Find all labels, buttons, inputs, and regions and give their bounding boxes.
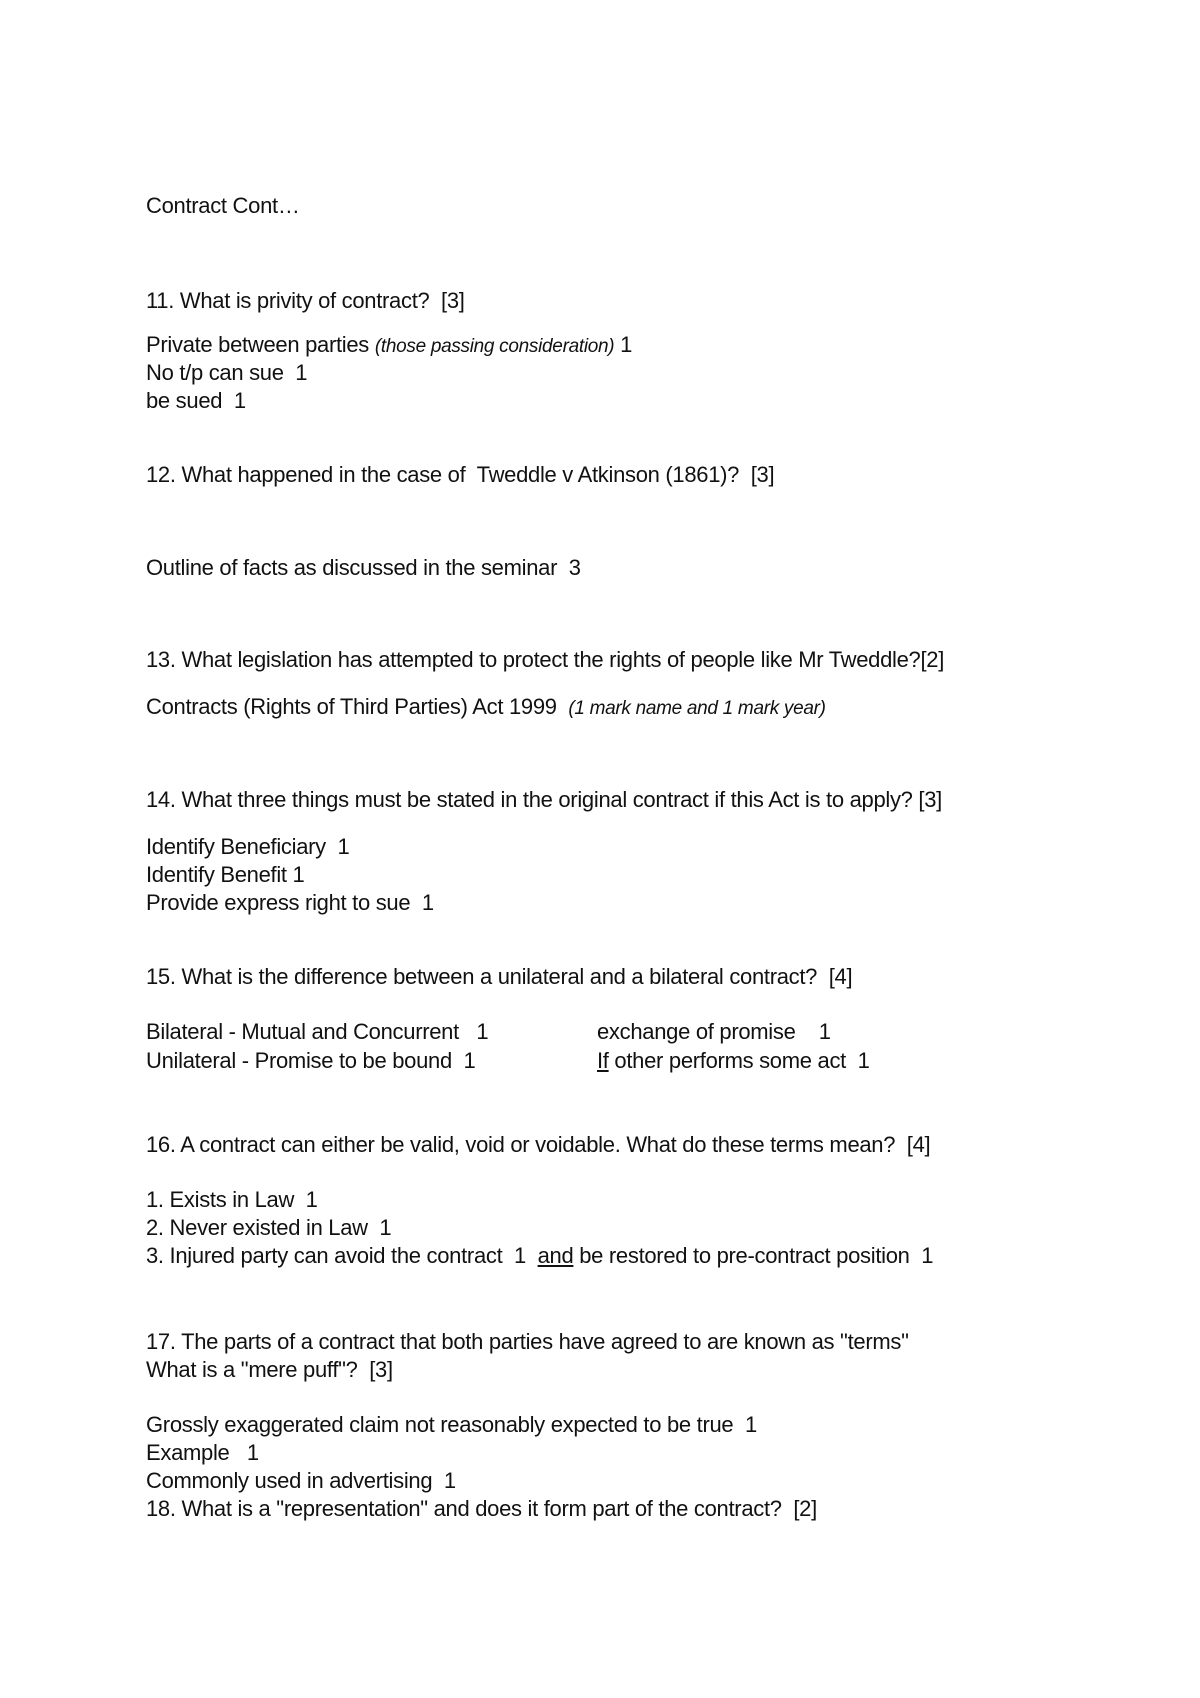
- answer-14-line-3: Provide express right to sue 1: [146, 890, 434, 915]
- answer-17-line-3: Commonly used in advertising 1: [146, 1468, 456, 1493]
- question-18: 18. What is a "representation" and does it form part of the contract? [2]: [146, 1496, 817, 1521]
- document-title: Contract Cont…: [146, 193, 300, 218]
- answer-13-text: Contracts (Rights of Third Parties) Act 1999: [146, 694, 569, 719]
- answer-15-unilateral-if: If: [597, 1048, 609, 1073]
- answer-11-line-1-text: Private between parties: [146, 332, 375, 357]
- answer-11-line-3: be sued 1: [146, 388, 246, 413]
- answer-11-line-1: [146, 331, 632, 361]
- question-15: 15. What is the difference between a unilateral and a bilateral contract? [4]: [146, 964, 853, 989]
- answer-16-line-2: 2. Never existed in Law 1: [146, 1215, 392, 1240]
- question-11: 11. What is privity of contract? [3]: [146, 288, 465, 313]
- answer-17-line-1: Grossly exaggerated claim not reasonably expected to be true 1: [146, 1412, 757, 1437]
- answer-15-unilateral-detail: [597, 1047, 870, 1075]
- answer-14-line-1: Identify Beneficiary 1: [146, 834, 350, 859]
- question-12: 12. What happened in the case of Tweddle v Atkinson (1861)? [3]: [146, 462, 775, 487]
- question-16: 16. A contract can either be valid, void or voidable. What do these terms mean? [4]: [146, 1132, 931, 1157]
- answer-13: [146, 693, 826, 723]
- answer-14-line-2: Identify Benefit 1: [146, 862, 305, 887]
- question-17-line-2: What is a "mere puff"? [3]: [146, 1357, 393, 1382]
- answer-12: Outline of facts as discussed in the seminar 3: [146, 555, 581, 580]
- answer-11-line-1-note: (those passing consideration): [374, 336, 615, 357]
- answer-16-line-3: [146, 1242, 933, 1270]
- answer-15-bilateral-detail: exchange of promise 1: [597, 1019, 831, 1044]
- answer-16-line-3-and: and: [537, 1243, 574, 1268]
- question-13: 13. What legislation has attempted to protect the rights of people like Mr Tweddle?[2]: [146, 647, 945, 672]
- answer-11-line-2: No t/p can sue 1: [146, 360, 308, 385]
- question-17-line-1: 17. The parts of a contract that both parties have agreed to are known as "terms": [146, 1329, 909, 1354]
- answer-11-line-1-mark: 1: [614, 332, 633, 357]
- question-14: 14. What three things must be stated in the original contract if this Act is to apply? [3]: [146, 787, 942, 812]
- answer-16-line-1: 1. Exists in Law 1: [146, 1187, 318, 1212]
- answer-16-line-3-post: be restored to pre-contract position 1: [573, 1243, 934, 1268]
- answer-15-bilateral: Bilateral - Mutual and Concurrent 1: [146, 1019, 489, 1044]
- answer-17-line-2: Example 1: [146, 1440, 259, 1465]
- answer-16-line-3-pre: 3. Injured party can avoid the contract 1: [146, 1243, 538, 1268]
- answer-13-note: (1 mark name and 1 mark year): [568, 698, 826, 719]
- answer-15-unilateral-rest: other performs some act 1: [608, 1048, 870, 1073]
- answer-15-unilateral: Unilateral - Promise to be bound 1: [146, 1048, 476, 1073]
